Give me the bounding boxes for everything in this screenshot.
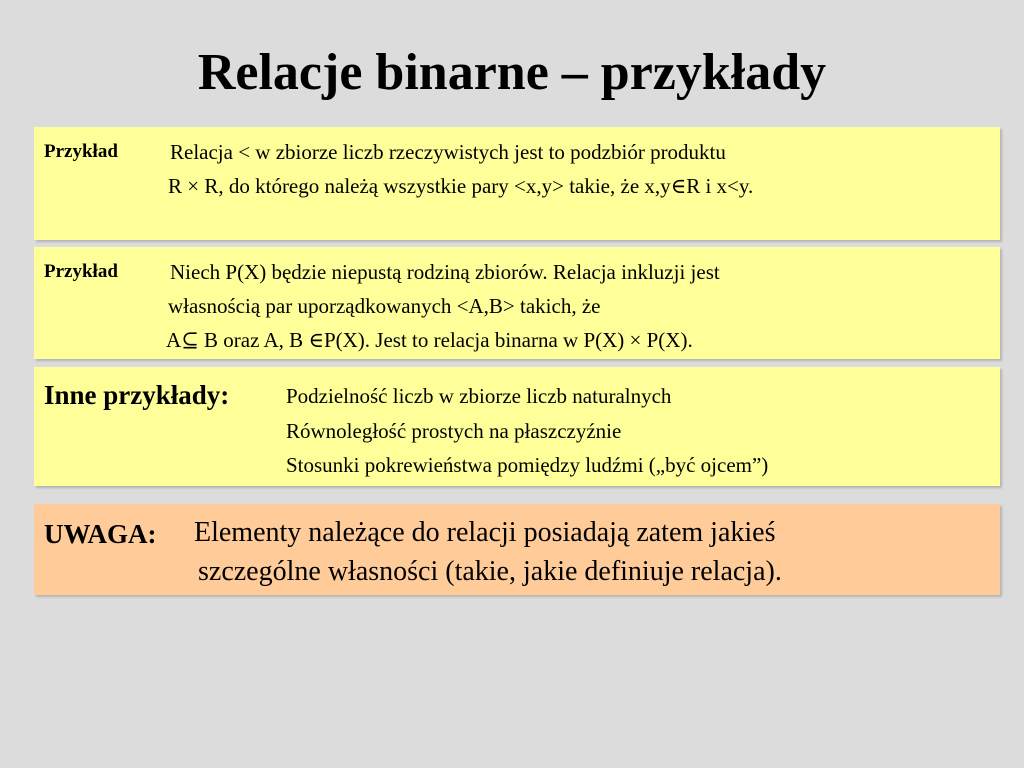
example-text-line: Niech P(X) będzie niepustą rodziną zbiorów. Relacja inkluzji jest bbox=[170, 260, 720, 284]
other-examples-box bbox=[34, 367, 1000, 486]
note-text-line: szczególne własności (takie, jakie definiuje relacja). bbox=[198, 556, 782, 587]
note-text-line: Elementy należące do relacji posiadają zatem jakieś bbox=[194, 517, 776, 548]
example-label: Przykład bbox=[44, 261, 118, 282]
note-box bbox=[34, 504, 1000, 595]
other-example-item: Podzielność liczb w zbiorze liczb naturalnych bbox=[286, 384, 672, 408]
example-text-line: R × R, do którego należą wszystkie pary <x,y> takie, że x,y∈R i x<y. bbox=[168, 174, 754, 198]
example-text-line: A⊆ B oraz A, B ∈P(X). Jest to relacja binarna w P(X) × P(X). bbox=[166, 328, 693, 352]
example-text-line: własnością par uporządkowanych <A,B> takich, że bbox=[168, 294, 601, 318]
other-example-item: Równoległość prostych na płaszczyźnie bbox=[286, 419, 622, 443]
example-box-inclusion-relation bbox=[34, 247, 1000, 359]
other-examples-label: Inne przykłady: bbox=[44, 380, 230, 410]
slide-title: Relacje binarne – przykłady bbox=[197, 44, 827, 101]
other-example-item: Stosunki pokrewieństwa pomiędzy ludźmi („być ojcem”) bbox=[286, 453, 769, 477]
note-label: UWAGA: bbox=[44, 519, 157, 549]
example-text-line: Relacja < w zbiorze liczb rzeczywistych jest to podzbiór produktu bbox=[170, 140, 726, 164]
example-label: Przykład bbox=[44, 141, 118, 162]
example-box-relation-less-than bbox=[34, 127, 1000, 240]
